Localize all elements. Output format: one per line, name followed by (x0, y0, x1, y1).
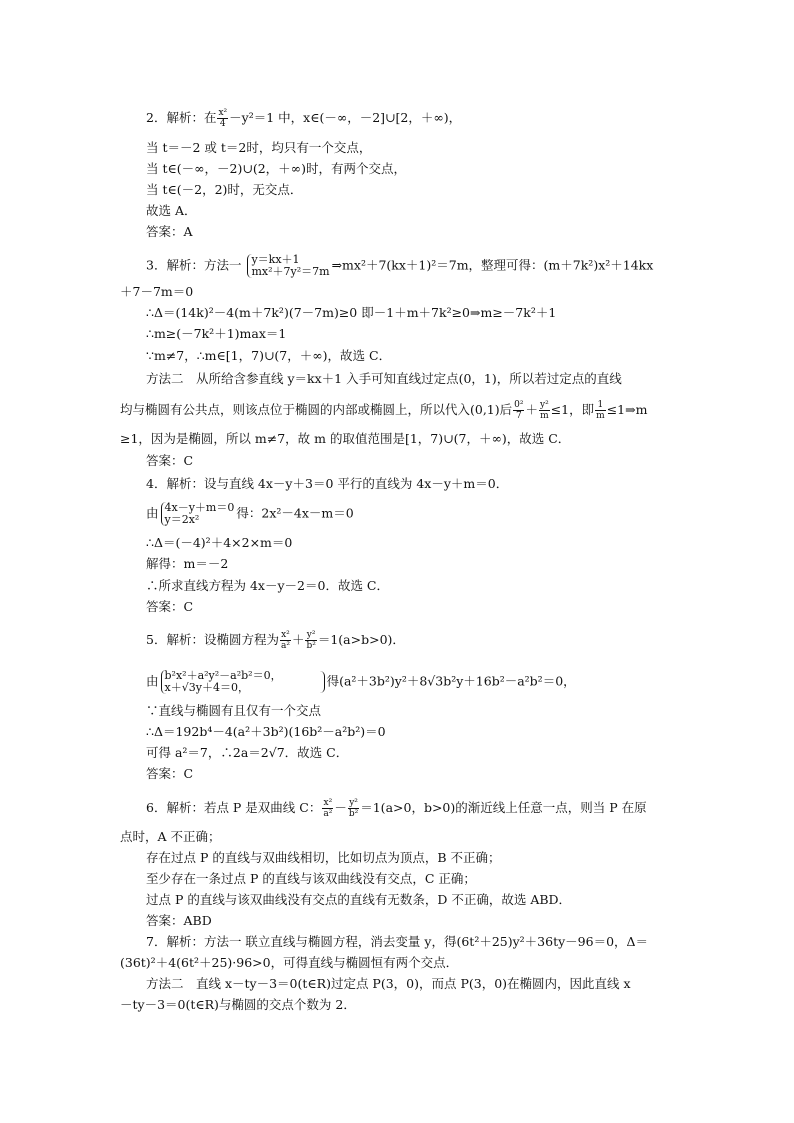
fraction (217, 108, 228, 129)
fraction (305, 630, 316, 651)
text: 由 (146, 505, 159, 521)
p3-line3: ∴Δ＝(14k)²－4(m＋7k²)(7－7m)≥0 即－1＋m＋7k²≥0⇒m≥－7k²＋1 (146, 305, 557, 320)
denominator: a² (280, 641, 290, 651)
text: 2．解析：在 (146, 110, 217, 125)
text: 得(a²＋3b²)y²＋8√3b²y＋16b²－a²b²＝0， (326, 673, 576, 689)
p3-line5: ∵m≠7，∴m∈[1，7)∪(7，＋∞)，故选 C． (146, 348, 392, 363)
text: ＝1(a>b>0)． (317, 632, 405, 647)
p2-answer: 答案：A (146, 224, 193, 239)
text: －y²＝1 中，x∈(－∞，－2]∪[2，＋∞)， (229, 110, 462, 125)
system-right-brace (320, 671, 325, 693)
p7-line2: (36t)²＋4(6t²＋25)·96>0，可得直线与椭圆恒有两个交点． (120, 955, 459, 970)
text: 均与椭圆有公共点，则该点位于椭圆的内部或椭圆上，所以代入(0,1)后 (120, 402, 513, 417)
text: 5．解析：设椭圆方程为 (146, 632, 279, 647)
fraction (348, 798, 359, 819)
p3-line8: ≥1，因为是椭圆，所以 m≠7，故 m 的取值范围是[1，7)∪(7，＋∞)，故选 C． (120, 431, 571, 446)
p6-line1 (146, 798, 647, 819)
text: 3．解析：方法一 (146, 257, 242, 273)
p2-line4: 当 t∈(－2，2)时，无交点． (146, 182, 303, 197)
p6-answer: 答案：ABD (146, 913, 212, 928)
p6-line3: 存在过点 P 的直线与双曲线相切，比如切点为顶点，B 不正确； (146, 850, 501, 865)
fraction (513, 400, 524, 421)
text: ≤1⇒m (606, 402, 648, 417)
numerator: 1 (595, 400, 606, 411)
p7-line3: 方法二 直线 x－ty－3＝0(t∈R)过定点 P(3，0)，而点 P(3，0)在椭圆内，因此直线 x (146, 976, 631, 991)
p5-line2 (146, 670, 576, 694)
p4-line2 (146, 502, 354, 526)
system-eq1: b²x²＋a²y²－a²b²＝0， (164, 669, 282, 682)
p5-line3: ∵直线与椭圆有且仅有一个交点 (146, 703, 322, 718)
text: 得：2x²－4x－m＝0 (236, 505, 354, 521)
system-eq2: x＋√3y＋4＝0， (164, 681, 249, 694)
p5-line5: 可得 a²＝7，∴2a＝2√7．故选 C． (146, 745, 349, 760)
p6-line4: 至少存在一条过点 P 的直线与该双曲线没有交点，C 正确； (146, 871, 476, 886)
equation-system (247, 254, 329, 278)
fraction (539, 400, 550, 421)
system-eq2: mx²＋7y²＝7m (251, 265, 330, 278)
p3-line2: ＋7－7m＝0 (120, 284, 194, 299)
system-eq2: y＝2x² (164, 513, 200, 526)
p3-line4: ∴m≥(－7k²＋1)max＝1 (146, 326, 287, 341)
text: － (334, 800, 347, 815)
denominator: 4 (219, 119, 226, 129)
fraction (280, 630, 291, 651)
p4-line1: 4．解析：设与直线 4x－y＋3＝0 平行的直线为 4x－y＋m＝0． (146, 476, 509, 491)
text: 由 (146, 673, 159, 689)
fraction (595, 400, 606, 421)
numerator: y² (306, 630, 316, 640)
fraction (322, 798, 333, 819)
p2-line2: 当 t＝－2 或 t＝2时，均只有一个交点， (146, 140, 372, 155)
p6-line2: 点时，A 不正确； (120, 829, 221, 844)
p7-line1: 7．解析：方法一 联立直线与椭圆方程，消去变量 y，得(6t²＋25)y²＋36ty－96＝0，Δ＝ (146, 934, 649, 949)
p2-line5: 故选 A． (146, 203, 197, 218)
p3-line7 (120, 400, 647, 421)
text: ＋ (525, 402, 538, 417)
numerator: 0² (514, 400, 524, 410)
equation-system (161, 502, 235, 526)
p5-line4: ∴Δ＝192b⁴－4(a²＋3b²)(16b²－a²b²)＝0 (146, 724, 386, 739)
p4-line4: 解得：m＝－2 (146, 556, 229, 571)
p5-answer: 答案：C (146, 766, 194, 781)
numerator: x² (323, 798, 333, 808)
numerator: x² (281, 630, 290, 640)
p2-line3: 当 t∈(－∞，－2)∪(2，＋∞)时，有两个交点， (146, 161, 406, 176)
denominator: b² (348, 809, 359, 819)
denominator: a² (323, 809, 333, 819)
equation-system (161, 670, 282, 694)
p4-answer: 答案：C (146, 599, 194, 614)
p6-line5: 过点 P 的直线与该双曲线没有交点的直线有无数条，D 不正确，故选 ABD． (146, 892, 572, 907)
text: ≤1，即 (550, 402, 595, 417)
p3-line6: 方法二 从所给含参直线 y＝kx＋1 入手可知直线过定点(0，1)，所以若过定点的直线 (146, 371, 622, 386)
p4-line3: ∴Δ＝(－4)²＋4×2×m＝0 (146, 535, 293, 550)
text: ⇒mx²＋7(kx＋1)²＝7m，整理可得：(m＋7k²)x²＋14kx (331, 257, 654, 273)
p3-line1 (146, 254, 653, 278)
p7-line4: －ty－3＝0(t∈R)与椭圆的交点个数为 2． (120, 997, 356, 1012)
p4-line5: ∴所求直线方程为 4x－y－2＝0．故选 C． (146, 578, 389, 593)
text: ＝1(a>0，b>0)的渐近线上任意一点，则当 P 在原 (360, 800, 647, 815)
numerator: x² (218, 108, 228, 118)
text: 6．解析：若点 P 是双曲线 C： (146, 800, 322, 815)
text: ＋ (291, 632, 305, 647)
p3-answer: 答案：C (146, 453, 194, 468)
denominator: b² (306, 641, 316, 651)
numerator: y² (349, 798, 358, 808)
denominator: m (540, 411, 549, 421)
denominator: m (596, 411, 605, 421)
denominator: 7 (515, 411, 522, 421)
p2-line1 (146, 108, 461, 129)
system-eq1: y＝kx＋1 (251, 253, 300, 266)
system-eq1: 4x－y＋m＝0 (164, 501, 235, 514)
numerator: y² (540, 400, 549, 410)
p5-line1 (146, 630, 405, 651)
